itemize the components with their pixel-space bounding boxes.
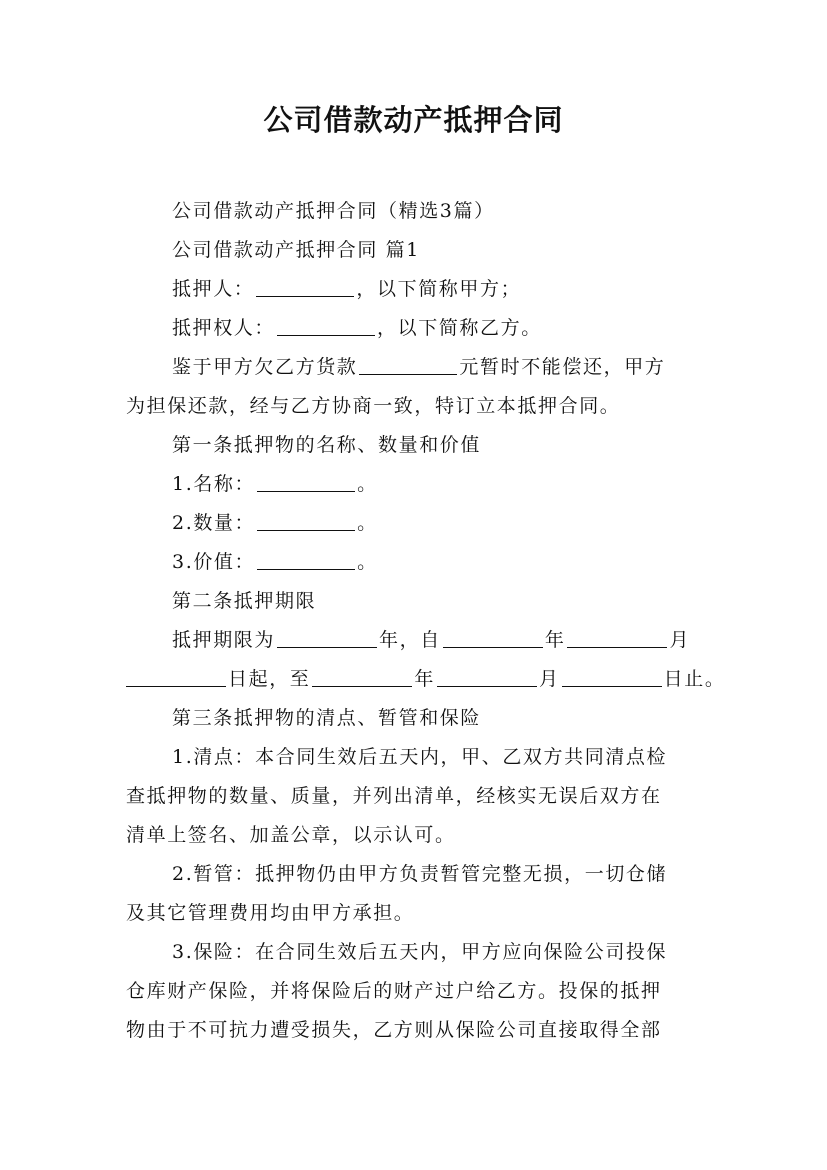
mortgagor-label: 抵押人：	[172, 278, 255, 300]
paragraph-text: 抵押期限为	[172, 629, 276, 651]
paragraph-line	[126, 978, 702, 1004]
blank-field	[359, 356, 457, 375]
paragraph-text: 清单上签名、加盖公章，以示认可。	[126, 824, 456, 846]
mortgagee-suffix: ，以下简称乙方。	[377, 317, 542, 339]
name-line	[172, 471, 702, 497]
item-label: 2.数量：	[172, 512, 256, 534]
section-heading-text: 公司借款动产抵押合同 篇1	[172, 239, 420, 261]
item-label: 1.名称：	[172, 473, 256, 495]
paragraph-text: 1.清点：本合同生效后五天内，甲、乙双方共同清点检	[172, 746, 668, 768]
blank-field	[312, 668, 412, 687]
item-suffix: 。	[357, 512, 378, 534]
paragraph-line	[172, 744, 702, 770]
article-heading-text: 第一条抵押物的名称、数量和价值	[172, 434, 482, 456]
paragraph-text: 月	[669, 629, 691, 651]
quantity-line	[172, 510, 702, 536]
paragraph-line	[126, 393, 702, 419]
blank-field	[256, 278, 354, 297]
blank-field	[567, 629, 667, 648]
paragraph-text: 2.暂管：抵押物仍由甲方负责暂管完整无损，一切仓储	[172, 863, 668, 885]
paragraph-text: 年	[414, 668, 436, 690]
mortgagor-line	[172, 276, 702, 302]
paragraph-line	[172, 861, 702, 887]
value-line	[172, 549, 702, 575]
paragraph-text: 日起，至	[228, 668, 311, 690]
blank-field	[126, 668, 226, 687]
paragraph-text: 年	[544, 629, 566, 651]
term-line	[172, 627, 702, 653]
article-heading	[172, 705, 702, 731]
blank-field	[257, 512, 355, 531]
article-heading	[172, 588, 702, 614]
mortgagee-line	[172, 315, 702, 341]
blank-field	[257, 551, 355, 570]
blank-field	[437, 668, 537, 687]
article-heading-text: 第三条抵押物的清点、暂管和保险	[172, 707, 482, 729]
mortgagee-label: 抵押权人：	[172, 317, 276, 339]
blank-field	[562, 668, 662, 687]
paragraph-text: 月	[539, 668, 560, 690]
mortgagor-suffix: ，以下简称甲方；	[356, 278, 522, 300]
paragraph-line	[126, 1017, 702, 1043]
term-line-2	[126, 666, 726, 692]
paragraph-text: 年，自	[379, 629, 441, 651]
article-heading-text: 第二条抵押期限	[172, 590, 317, 612]
blank-field	[257, 473, 355, 492]
paragraph-text: 鉴于甲方欠乙方货款	[172, 356, 358, 378]
paragraph-text: 3.保险：在合同生效后五天内，甲方应向保险公司投保	[172, 941, 668, 963]
paragraph-text: 元暂时不能偿还，甲方	[459, 356, 666, 378]
paragraph-text: 查抵押物的数量、质量，并列出清单，经核实无误后双方在	[126, 785, 662, 807]
document-title: 公司借款动产抵押合同	[263, 103, 564, 137]
article-heading	[172, 432, 702, 458]
paragraph-line	[126, 900, 702, 926]
item-suffix: 。	[357, 551, 378, 573]
paragraph-text: 为担保还款，经与乙方协商一致，特订立本抵押合同。	[126, 395, 621, 417]
item-suffix: 。	[357, 473, 378, 495]
paragraph-text: 及其它管理费用均由甲方承担。	[126, 902, 415, 924]
subtitle-text: 公司借款动产抵押合同（精选3篇）	[172, 200, 495, 222]
blank-field	[277, 629, 377, 648]
paragraph-line	[126, 822, 702, 848]
item-label: 3.价值：	[172, 551, 256, 573]
paragraph-text: 物由于不可抗力遭受损失，乙方则从保险公司直接取得全部	[126, 1019, 662, 1041]
paragraph-line	[172, 354, 702, 380]
paragraph-line	[172, 939, 702, 965]
blank-field	[443, 629, 543, 648]
section-heading	[172, 237, 702, 263]
blank-field	[277, 317, 375, 336]
paragraph-text: 仓库财产保险，并将保险后的财产过户给乙方。投保的抵押	[126, 980, 662, 1002]
paragraph-text: 日止。	[663, 668, 726, 690]
paragraph-line	[126, 783, 702, 809]
subtitle-line	[172, 198, 702, 224]
